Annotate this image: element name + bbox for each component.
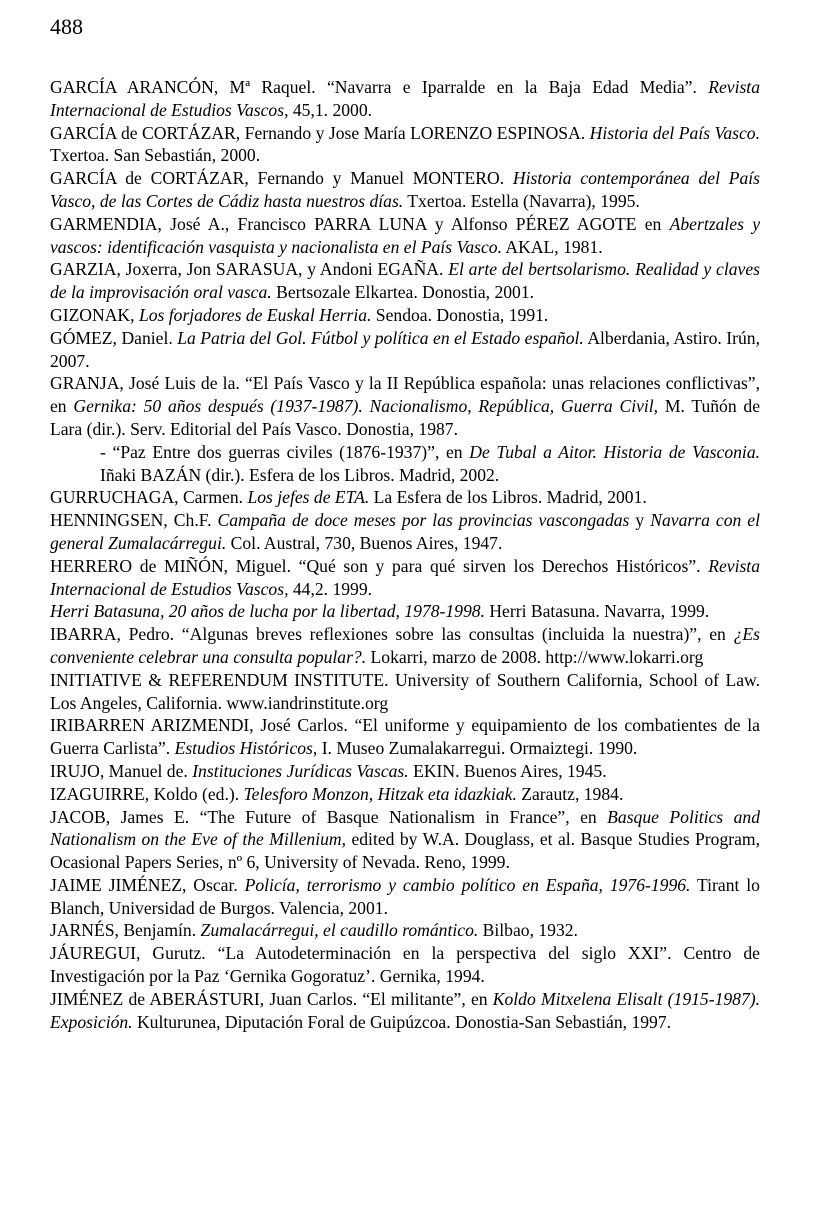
entry-text: Kulturunea, Diputación Foral de Guipúzcoa. Donostia-San Sebastián, 1997. [132,1011,672,1032]
entry-text: GARCÍA ARANCÓN, Mª Raquel. “Navarra e Iparralde en la Baja Edad Media”. [50,77,709,97]
bibliography-entry [50,669,760,715]
entry-title-italic: Campaña de doce meses por las provincias vascongadas [217,510,630,531]
bibliography-entry [50,122,760,168]
entry-text: Bilbao, 1932. [478,920,578,941]
entry-text: HERRERO de MIÑÓN, Miguel. “Qué son y para qué sirven los Derechos Históricos”. [50,555,709,576]
entry-title-italic: Gernika: 50 años después (1937-1987). Nacionalismo, República, Guerra Civil, [73,396,659,417]
entry-text: HENNINGSEN, Ch.F. [50,510,218,531]
entry-text: GARMENDIA, José A., Francisco PARRA LUNA y Alfonso PÉREZ AGOTE en [50,213,670,234]
entry-title-italic: De Tubal a Aitor. Historia de Vasconia. [469,441,761,462]
bibliography-entry [50,783,760,806]
bibliography-entry [50,372,760,440]
entry-text: IRUJO, Manuel de. [50,760,193,781]
entry-text: JIMÉNEZ de ABERÁSTURI, Juan Carlos. “El militante”, en [50,988,493,1009]
entry-title-italic: Zumalacárregui, el caudillo romántico. [200,920,479,941]
entry-text: M. Tuñón de Lara (dir.). Serv. Editorial del País Vasco. Donostia, 1987. [50,396,761,439]
entry-text: Herri Batasuna. Navarra, 1999. [484,601,710,622]
entry-title-italic: Herri Batasuna, 20 años de lucha por la libertad, 1978-1998. [50,601,485,622]
bibliography-entry [50,509,760,555]
entry-text: JAIME JIMÉNEZ, Oscar. [50,874,245,895]
entry-text: Lokarri, marzo de 2008. http://www.lokarri.org [366,646,704,667]
bibliography-entry [50,760,760,783]
bibliography-entry [50,258,760,304]
entry-title-italic: Historia contemporánea del País Vasco, de las Cortes de Cádiz hasta nuestros días. [50,168,761,211]
bibliography-entry [50,327,760,373]
bibliography-entry [50,874,760,920]
entry-text: Zarautz, 1984. [516,783,624,804]
entry-text: Iñaki BAZÁN (dir.). Esfera de los Libros. Madrid, 2002. [100,464,500,485]
entry-text: GURRUCHAGA, Carmen. [50,487,248,508]
entry-text: Txertoa. Estella (Navarra), 1995. [403,190,640,211]
bibliography-entry [50,942,760,988]
entry-title-italic: Los jefes de ETA. [247,487,370,508]
page-number: 488 [50,14,83,39]
entry-text: GARCÍA de CORTÁZAR, Fernando y Manuel MONTERO. [50,168,513,189]
entry-text: y [629,510,651,531]
bibliography-entry [50,806,760,874]
entry-text: GARCÍA de CORTÁZAR, Fernando y Jose María LORENZO ESPINOSA. [50,122,590,143]
entry-title-italic: Los forjadores de Euskal Herria. [138,304,372,325]
entry-text: Bertsozale Elkartea. Donostia, 2001. [271,282,535,303]
entry-title-italic: Navarra con el general Zumalacárregui. [50,510,760,553]
bibliography-entry [50,919,760,942]
entry-text: IBARRA, Pedro. “Algunas breves reflexiones sobre las consultas (incluida la nuestra)”, en [50,624,734,645]
bibliography-entry [50,76,760,122]
bibliography-list [50,76,760,1033]
bibliography-entry [50,213,760,259]
entry-text: GARZIA, Joxerra, Jon SARASUA, y Andoni EGAÑA. [50,259,449,280]
entry-title-italic: Estudios Históricos, [174,738,318,759]
bibliography-entry [50,167,760,213]
entry-text: Sendoa. Donostia, 1991. [371,304,549,325]
entry-text: 44,2. 1999. [288,578,373,599]
entry-text: AKAL, 1981. [501,236,603,257]
entry-title-italic: Basque Politics and Nationalism on the Eve of the Millenium, [50,806,760,850]
entry-title-italic: El arte del bertsolarismo. Realidad y claves de la improvisación oral vasca. [50,259,760,303]
entry-text: Txertoa. San Sebastián, 2000. [50,145,261,166]
entry-text: Tirant lo Blanch, Universidad de Burgos. Valencia, 2001. [50,874,760,918]
entry-text: Col. Austral, 730, Buenos Aires, 1947. [226,532,503,553]
entry-title-italic: ¿Es conveniente celebrar una consulta popular?. [50,624,760,667]
entry-text: I. Museo Zumalakarregui. Ormaiztegi. 1990. [317,738,638,759]
bibliography-entry [50,623,760,669]
bibliography-entry [50,304,760,327]
entry-title-italic: Historia del País Vasco. [589,122,760,143]
entry-text: JÁUREGUI, Gurutz. “La Autodeterminación en la perspectiva del siglo XXI”. Centro de Investigación por la Paz ‘Gernika Gogoratuz’. Gernika, 1994. [50,943,760,987]
bibliography-entry [50,441,760,487]
entry-title-italic: Revista Internacional de Estudios Vascos, [50,555,760,599]
entry-text: GIZONAK, [50,304,139,325]
entry-text: JARNÉS, Benjamín. [50,920,201,941]
bibliography-entry [50,714,760,760]
bibliography-entry [50,988,760,1034]
bibliography-entry [50,600,760,623]
entry-text: La Esfera de los Libros. Madrid, 2001. [369,487,647,508]
entry-title-italic: Telesforo Monzon, Hitzak eta idazkiak. [243,783,517,804]
entry-title-italic: Abertzales y vascos: identificación vasquista y nacionalista en el País Vasco. [50,213,760,257]
bibliography-entry [50,555,760,601]
entry-text: Alberdania, Astiro. Irún, 2007. [50,327,760,371]
entry-text: edited by W.A. Douglass, et al. Basque Studies Program, Ocasional Papers Series, nº 6, University of Nevada. Reno, 1999. [50,829,760,873]
entry-title-italic: Koldo Mitxelena Elisalt (1915-1987). Exposición. [50,988,761,1032]
entry-text: 45,1. 2000. [288,99,373,120]
entry-text: IRIBARREN ARIZMENDI, José Carlos. “El uniforme y equipamiento de los combatientes de la Guerra Carlista”. [50,715,760,759]
entry-title-italic: La Patria del Gol. Fútbol y política en el Estado español. [177,327,584,348]
entry-title-italic: Policía, terrorismo y cambio político en España, 1976-1996. [244,874,691,895]
entry-text: - “Paz Entre dos guerras civiles (1876-1937)”, en [100,441,470,462]
entry-text: EKIN. Buenos Aires, 1945. [408,760,607,781]
entry-text: INITIATIVE & REFERENDUM INSTITUTE. University of Southern California, School of Law. Los Angeles, California. www.iandrinstitute.org [50,669,760,713]
entry-text: JACOB, James E. “The Future of Basque Nationalism in France”, en [50,806,608,827]
entry-text: GÓMEZ, Daniel. [50,327,178,348]
entry-text: GRANJA, José Luis de la. “El País Vasco y la II República española: unas relaciones conflictivas”, en [50,373,760,417]
entry-title-italic: Instituciones Jurídicas Vascas. [192,760,409,781]
bibliography-entry [50,486,760,509]
entry-title-italic: Revista Internacional de Estudios Vascos, [50,77,760,120]
entry-text: IZAGUIRRE, Koldo (ed.). [50,783,244,804]
